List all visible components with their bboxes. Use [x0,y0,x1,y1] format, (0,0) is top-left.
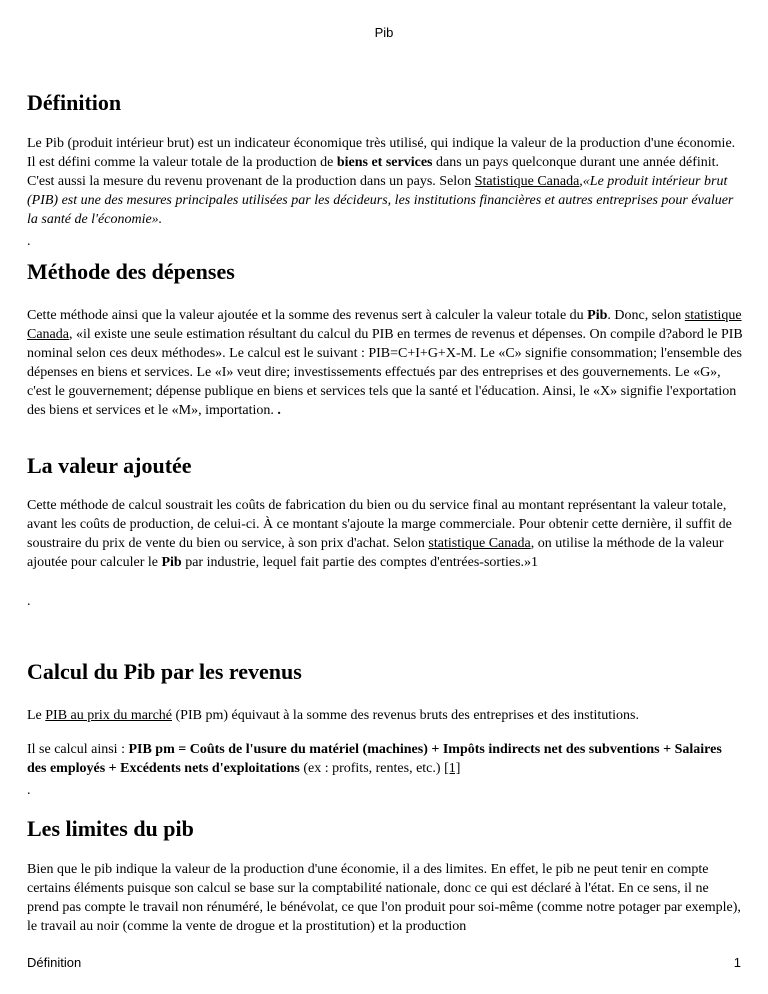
link-statistique-canada[interactable]: Statistique Canada [474,174,580,189]
heading-calcul-revenus: Calcul du Pib par les revenus [27,659,302,684]
link-statistique-canada[interactable]: statistique Canada [27,308,742,342]
link-pib-prix-marche[interactable]: PIB au prix du marché [45,708,173,723]
footer-section-title: Définition [27,955,82,970]
separator-dot: . [27,234,31,249]
heading-methode-depenses: Méthode des dépenses [27,259,235,284]
quote-pib-definition: ,«Le produit intérieur brut (PIB) est une des mesures principales utilisées par les décideurs, les institutions financières et autres entreprises pour évaluer la santé de l'économie». [27,174,734,227]
heading-definition: Définition [27,90,122,115]
link-reference-1[interactable]: [1] [444,761,461,776]
heading-limites-pib: Les limites du pib [27,816,194,841]
bold-biens-services: biens et services [336,155,433,170]
paragraph-pib-prix-marche: Le PIB au prix du marché (PIB pm) équivaut à la somme des revenus bruts des entreprises et des institutions. [27,708,639,723]
bold-pib: Pib [161,555,182,570]
paragraph-valeur-ajoutee: Cette méthode de calcul soustrait les coûts de fabrication du bien ou du service final au montant représentant la valeur totale, avant les coûts de production, de celui-ci. À ce montant s'ajoute la marge commerciale. Pour obtenir cette dernière, il suffit de soustraire du prix de vente du bien ou service, à son prix d'achat. Selon statistique Canada, on utilise la méthode de la valeur ajoutée pour calculer le Pib par industrie, lequel fait partie des comptes d'entrées-sorties.»1 [27,498,732,570]
separator-dot: . [27,594,31,609]
paragraph-methode-depenses: Cette méthode ainsi que la valeur ajoutée et la somme des revenus sert à calculer la valeur totale du Pib. Donc, selon statistique Canada, «il existe une seule estimation résultant du calcul du PIB en termes de revenus et dépenses. On compile d?abord le PIB nominal selon ces deux méthodes». Le calcul est le suivant : PIB=C+I+G+X-M. Le «C» signifie consommation; l'ensemble des dépenses en biens et services. Le «I» veut dire; investissements effectués par des entreprises et des gouvernements. Le «G», c'est le gouvernement; dépense publique en biens et services tels que la santé et l'éducation. Ainsi, le «X» signifie l'exportation des biens et services et le «M», importation. . [27,308,743,418]
paragraph-formule-revenus: Il se calcul ainsi : PIB pm = Coûts de l'usure du matériel (machines) + Impôts indirects net des subventions + Salaires des employés + Excédents nets d'exploitations (ex : profits, rentes, etc.) [1] [27,742,722,776]
separator-dot: . [27,783,31,798]
bold-pib: Pib [587,308,608,323]
paragraph-limites-pib: Bien que le pib indique la valeur de la production d'une économie, il a des limites. En effet, le pib ne peut tenir en compte certains éléments puisque son calcul se base sur la comptabilité nationale, donc ce qui est déclaré à l'état. En ce sens, il ne prend pas compte le travail non rénuméré, le bénévolat, ce que l'on produit pour soi-même (comme notre potager par exemple), le travail au noir (comme la vente de drogue et la prostitution) et la production [27,862,741,934]
link-statistique-canada[interactable]: statistique Canada [428,536,531,551]
heading-valeur-ajoutee: La valeur ajoutée [27,453,192,478]
footer-page-number: 1 [733,955,741,970]
paragraph-definition: Le Pib (produit intérieur brut) est un indicateur économique très utilisé, qui indique la valeur de la production d'une économie. Il est défini comme la valeur totale de la production de biens et services dans un pays quelconque durant une année définit. C'est aussi la mesure du revenu provenant de la production dans un pays. Selon Statistique Canada,«Le produit intérieur brut (PIB) est une des mesures principales utilisées par les décideurs, les institutions financières et autres entreprises pour évaluer la santé de l'économie». [27,136,736,227]
running-header-title: Pib [374,25,394,40]
bold-formule-pib-pm: PIB pm = Coûts de l'usure du matériel (machines) + Impôts indirects net des subventions + Salaires des employés + Excédents nets d'exploitations [27,742,722,776]
